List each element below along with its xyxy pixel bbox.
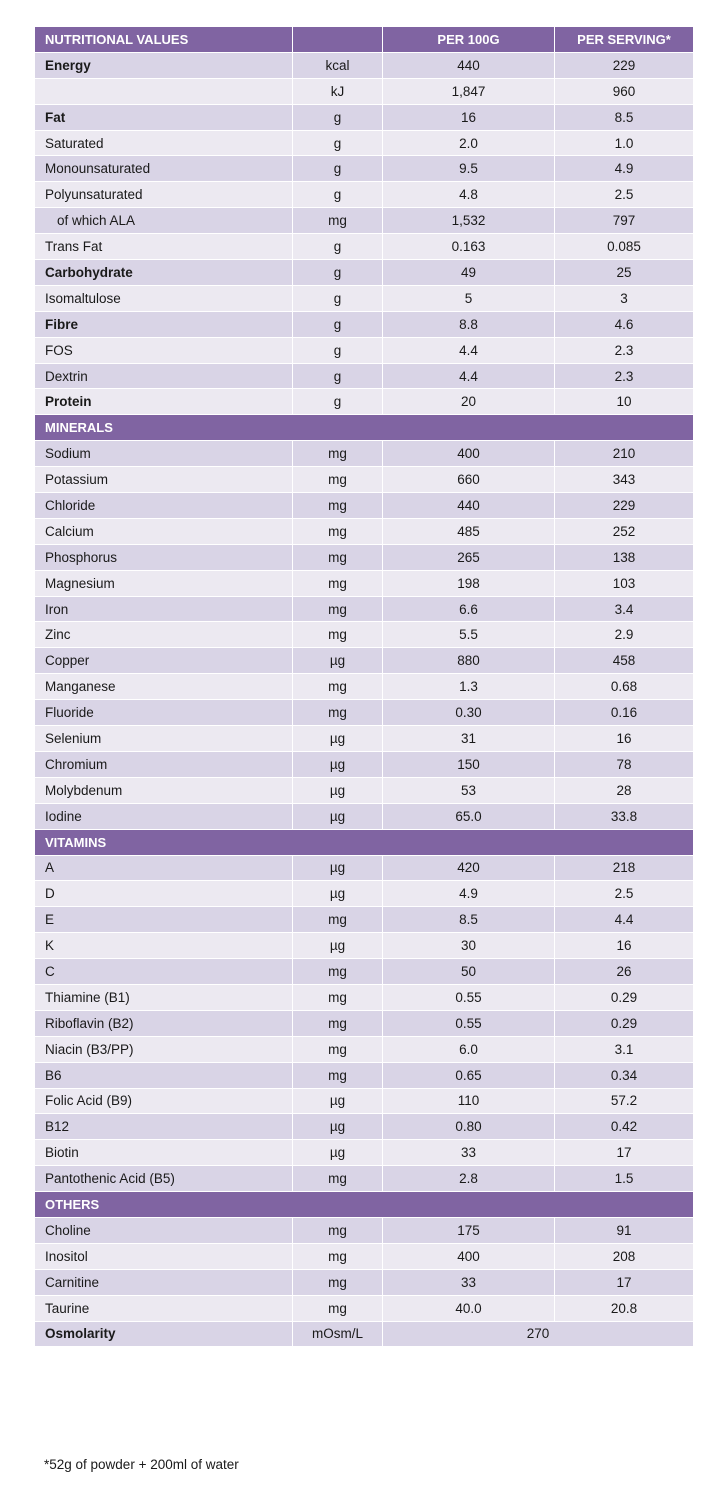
- nutrient-unit: g: [293, 389, 383, 415]
- nutrient-unit: mg: [293, 907, 383, 933]
- value-per-serving: 8.5: [555, 104, 694, 130]
- value-per-serving: 2.9: [555, 622, 694, 648]
- nutrient-name: Choline: [35, 1217, 293, 1243]
- value-per-100g: 6.0: [383, 1036, 555, 1062]
- value-per-100g: 30: [383, 933, 555, 959]
- value-per-serving: 0.16: [555, 700, 694, 726]
- nutrient-value: 270: [383, 1321, 694, 1347]
- nutrient-unit: mg: [293, 700, 383, 726]
- nutrition-table: [34, 26, 694, 1347]
- table-row: [35, 726, 694, 752]
- value-per-100g: 2.0: [383, 130, 555, 156]
- nutrient-unit: mg: [293, 1295, 383, 1321]
- value-per-100g: 8.8: [383, 311, 555, 337]
- value-per-100g: 110: [383, 1088, 555, 1114]
- nutrient-name: Potassium: [35, 467, 293, 493]
- value-per-100g: 1.3: [383, 674, 555, 700]
- value-per-serving: 16: [555, 726, 694, 752]
- nutrient-name: Taurine: [35, 1295, 293, 1321]
- value-per-serving: 2.5: [555, 881, 694, 907]
- nutrient-unit: g: [293, 337, 383, 363]
- value-per-100g: 880: [383, 648, 555, 674]
- nutrient-name: Osmolarity: [35, 1321, 293, 1347]
- nutrient-name: B6: [35, 1062, 293, 1088]
- nutrient-name: Copper: [35, 648, 293, 674]
- value-per-serving: 0.29: [555, 984, 694, 1010]
- table-row: [35, 1140, 694, 1166]
- nutrient-unit: mg: [293, 1243, 383, 1269]
- table-row: [35, 959, 694, 985]
- value-per-100g: 53: [383, 777, 555, 803]
- value-per-serving: 458: [555, 648, 694, 674]
- value-per-serving: 3: [555, 285, 694, 311]
- value-per-100g: 175: [383, 1217, 555, 1243]
- table-row: [35, 208, 694, 234]
- table-row: [35, 907, 694, 933]
- nutrient-name: Thiamine (B1): [35, 984, 293, 1010]
- value-per-serving: 17: [555, 1140, 694, 1166]
- nutrient-unit: mg: [293, 467, 383, 493]
- nutrient-unit: µg: [293, 1088, 383, 1114]
- value-per-serving: 343: [555, 467, 694, 493]
- nutrient-unit: mg: [293, 1166, 383, 1192]
- value-per-serving: 229: [555, 493, 694, 519]
- value-per-serving: 252: [555, 518, 694, 544]
- nutrient-unit: µg: [293, 648, 383, 674]
- value-per-100g: 33: [383, 1140, 555, 1166]
- nutrient-unit: mg: [293, 1269, 383, 1295]
- nutrient-name: C: [35, 959, 293, 985]
- nutrient-name: Iron: [35, 596, 293, 622]
- table-row: [35, 777, 694, 803]
- nutrient-name: Magnesium: [35, 570, 293, 596]
- value-per-serving: 25: [555, 260, 694, 286]
- value-per-100g: 400: [383, 1243, 555, 1269]
- table-row: [35, 285, 694, 311]
- value-per-serving: 797: [555, 208, 694, 234]
- value-per-100g: 198: [383, 570, 555, 596]
- value-per-100g: 0.55: [383, 1010, 555, 1036]
- table-row: [35, 311, 694, 337]
- value-per-100g: 2.8: [383, 1166, 555, 1192]
- nutrient-unit: µg: [293, 1140, 383, 1166]
- value-per-serving: 1.0: [555, 130, 694, 156]
- nutrient-unit: µg: [293, 855, 383, 881]
- table-row: [35, 441, 694, 467]
- nutrient-name: Inositol: [35, 1243, 293, 1269]
- value-per-serving: 17: [555, 1269, 694, 1295]
- value-per-100g: 31: [383, 726, 555, 752]
- header-per-serving: PER SERVING*: [555, 27, 694, 53]
- table-row: [35, 700, 694, 726]
- nutrient-unit: mg: [293, 596, 383, 622]
- value-per-100g: 0.30: [383, 700, 555, 726]
- value-per-serving: 4.6: [555, 311, 694, 337]
- value-per-100g: 4.8: [383, 182, 555, 208]
- nutrient-name: Carnitine: [35, 1269, 293, 1295]
- table-row: [35, 1088, 694, 1114]
- nutrient-name: Saturated: [35, 130, 293, 156]
- value-per-100g: 4.4: [383, 363, 555, 389]
- nutrient-name: Isomaltulose: [35, 285, 293, 311]
- table-row: [35, 234, 694, 260]
- value-per-100g: 16: [383, 104, 555, 130]
- value-per-100g: 5: [383, 285, 555, 311]
- value-per-100g: 1,847: [383, 78, 555, 104]
- nutrient-unit: µg: [293, 726, 383, 752]
- header-unit: [293, 27, 383, 53]
- nutrient-name: Energy: [35, 52, 293, 78]
- table-row: [35, 389, 694, 415]
- value-per-serving: 0.29: [555, 1010, 694, 1036]
- nutrient-unit: mg: [293, 674, 383, 700]
- nutrient-unit: µg: [293, 803, 383, 829]
- nutrient-name: Fluoride: [35, 700, 293, 726]
- value-per-100g: 49: [383, 260, 555, 286]
- section-title: MINERALS: [35, 415, 694, 441]
- value-per-100g: 50: [383, 959, 555, 985]
- nutrient-name: Polyunsaturated: [35, 182, 293, 208]
- nutrient-name: Sodium: [35, 441, 293, 467]
- table-row: [35, 933, 694, 959]
- nutrient-name: E: [35, 907, 293, 933]
- value-per-100g: 20: [383, 389, 555, 415]
- value-per-100g: 65.0: [383, 803, 555, 829]
- nutrient-name: of which ALA: [35, 208, 293, 234]
- table-row: [35, 1217, 694, 1243]
- value-per-serving: 208: [555, 1243, 694, 1269]
- section-header-row: [35, 1192, 694, 1218]
- table-row: [35, 260, 694, 286]
- nutrient-name: Chromium: [35, 751, 293, 777]
- value-per-serving: 78: [555, 751, 694, 777]
- table-row: [35, 1321, 694, 1347]
- nutrient-name: Molybdenum: [35, 777, 293, 803]
- value-per-serving: 229: [555, 52, 694, 78]
- nutrient-name: Dextrin: [35, 363, 293, 389]
- nutrient-unit: mg: [293, 544, 383, 570]
- nutrient-unit: g: [293, 363, 383, 389]
- nutrient-name: Zinc: [35, 622, 293, 648]
- table-row: [35, 1036, 694, 1062]
- value-per-100g: 4.9: [383, 881, 555, 907]
- nutrient-unit: mg: [293, 1010, 383, 1036]
- value-per-serving: 0.42: [555, 1114, 694, 1140]
- value-per-100g: 40.0: [383, 1295, 555, 1321]
- nutrient-name: K: [35, 933, 293, 959]
- nutrient-unit: kcal: [293, 52, 383, 78]
- nutrient-name: Phosphorus: [35, 544, 293, 570]
- nutrient-name: Riboflavin (B2): [35, 1010, 293, 1036]
- nutrient-unit: mg: [293, 493, 383, 519]
- table-row: [35, 570, 694, 596]
- table-row: [35, 1010, 694, 1036]
- table-row: [35, 1114, 694, 1140]
- nutrient-unit: mg: [293, 1036, 383, 1062]
- table-row: [35, 674, 694, 700]
- value-per-serving: 0.68: [555, 674, 694, 700]
- header-per-100g: PER 100G: [383, 27, 555, 53]
- table-row: [35, 104, 694, 130]
- nutrient-name: B12: [35, 1114, 293, 1140]
- value-per-100g: 400: [383, 441, 555, 467]
- section-title: OTHERS: [35, 1192, 694, 1218]
- value-per-serving: 20.8: [555, 1295, 694, 1321]
- nutrient-name: Monounsaturated: [35, 156, 293, 182]
- value-per-serving: 0.34: [555, 1062, 694, 1088]
- value-per-serving: 10: [555, 389, 694, 415]
- nutrient-unit: µg: [293, 933, 383, 959]
- nutrient-name: Chloride: [35, 493, 293, 519]
- value-per-100g: 6.6: [383, 596, 555, 622]
- value-per-100g: 660: [383, 467, 555, 493]
- value-per-serving: 103: [555, 570, 694, 596]
- nutrient-name: Trans Fat: [35, 234, 293, 260]
- nutrient-unit: g: [293, 130, 383, 156]
- table-row: [35, 622, 694, 648]
- nutrient-name: Niacin (B3/PP): [35, 1036, 293, 1062]
- table-row: [35, 1295, 694, 1321]
- section-header-row: [35, 829, 694, 855]
- value-per-100g: 9.5: [383, 156, 555, 182]
- value-per-serving: 57.2: [555, 1088, 694, 1114]
- nutrient-unit: mg: [293, 959, 383, 985]
- value-per-100g: 1,532: [383, 208, 555, 234]
- table-row: [35, 648, 694, 674]
- nutrient-name: FOS: [35, 337, 293, 363]
- nutrient-unit: µg: [293, 751, 383, 777]
- nutrient-unit: µg: [293, 881, 383, 907]
- nutrient-unit: g: [293, 104, 383, 130]
- section-title: VITAMINS: [35, 829, 694, 855]
- value-per-100g: 4.4: [383, 337, 555, 363]
- nutrient-unit: g: [293, 311, 383, 337]
- value-per-serving: 26: [555, 959, 694, 985]
- value-per-100g: 0.65: [383, 1062, 555, 1088]
- value-per-serving: 4.9: [555, 156, 694, 182]
- nutrient-name: Biotin: [35, 1140, 293, 1166]
- table-row: [35, 544, 694, 570]
- nutrient-unit: mOsm/L: [293, 1321, 383, 1347]
- value-per-100g: 440: [383, 52, 555, 78]
- value-per-serving: 2.5: [555, 182, 694, 208]
- table-row: [35, 337, 694, 363]
- table-row: [35, 1269, 694, 1295]
- value-per-serving: 4.4: [555, 907, 694, 933]
- value-per-100g: 0.80: [383, 1114, 555, 1140]
- value-per-serving: 960: [555, 78, 694, 104]
- table-row: [35, 1243, 694, 1269]
- nutrient-unit: mg: [293, 441, 383, 467]
- nutrient-name: Folic Acid (B9): [35, 1088, 293, 1114]
- value-per-100g: 485: [383, 518, 555, 544]
- value-per-serving: 3.4: [555, 596, 694, 622]
- table-row: [35, 1166, 694, 1192]
- value-per-serving: 2.3: [555, 337, 694, 363]
- nutrient-unit: mg: [293, 570, 383, 596]
- nutrient-unit: g: [293, 234, 383, 260]
- table-row: [35, 984, 694, 1010]
- section-header-row: [35, 415, 694, 441]
- table-header-row: [35, 27, 694, 53]
- nutrient-unit: mg: [293, 622, 383, 648]
- table-row: [35, 130, 694, 156]
- nutrient-name: [35, 78, 293, 104]
- nutrient-unit: g: [293, 260, 383, 286]
- nutrient-unit: kJ: [293, 78, 383, 104]
- nutrient-name: Pantothenic Acid (B5): [35, 1166, 293, 1192]
- value-per-serving: 138: [555, 544, 694, 570]
- value-per-serving: 1.5: [555, 1166, 694, 1192]
- nutrient-unit: µg: [293, 1114, 383, 1140]
- value-per-serving: 218: [555, 855, 694, 881]
- nutrient-name: Selenium: [35, 726, 293, 752]
- serving-footnote: *52g of powder + 200ml of water: [44, 1457, 239, 1472]
- value-per-100g: 440: [383, 493, 555, 519]
- value-per-serving: 0.085: [555, 234, 694, 260]
- value-per-100g: 0.163: [383, 234, 555, 260]
- nutrient-unit: µg: [293, 777, 383, 803]
- nutrient-unit: mg: [293, 984, 383, 1010]
- table-row: [35, 596, 694, 622]
- nutrient-unit: g: [293, 285, 383, 311]
- table-row: [35, 52, 694, 78]
- table-row: [35, 751, 694, 777]
- value-per-100g: 33: [383, 1269, 555, 1295]
- value-per-serving: 3.1: [555, 1036, 694, 1062]
- nutrient-name: Protein: [35, 389, 293, 415]
- table-row: [35, 467, 694, 493]
- value-per-serving: 33.8: [555, 803, 694, 829]
- table-row: [35, 855, 694, 881]
- nutrient-name: D: [35, 881, 293, 907]
- value-per-100g: 265: [383, 544, 555, 570]
- nutrient-unit: mg: [293, 1062, 383, 1088]
- nutrient-unit: mg: [293, 1217, 383, 1243]
- table-row: [35, 363, 694, 389]
- value-per-serving: 210: [555, 441, 694, 467]
- value-per-100g: 150: [383, 751, 555, 777]
- value-per-serving: 91: [555, 1217, 694, 1243]
- value-per-serving: 16: [555, 933, 694, 959]
- header-nutritional-values: NUTRITIONAL VALUES: [35, 27, 293, 53]
- value-per-100g: 420: [383, 855, 555, 881]
- value-per-serving: 28: [555, 777, 694, 803]
- nutrition-table-body: [35, 27, 694, 1347]
- nutrient-name: A: [35, 855, 293, 881]
- nutrient-name: Fibre: [35, 311, 293, 337]
- table-row: [35, 518, 694, 544]
- nutrient-name: Calcium: [35, 518, 293, 544]
- value-per-serving: 2.3: [555, 363, 694, 389]
- nutrient-unit: mg: [293, 518, 383, 544]
- table-row: [35, 803, 694, 829]
- table-row: [35, 493, 694, 519]
- value-per-100g: 0.55: [383, 984, 555, 1010]
- table-row: [35, 78, 694, 104]
- value-per-100g: 8.5: [383, 907, 555, 933]
- nutrient-name: Manganese: [35, 674, 293, 700]
- nutrient-name: Fat: [35, 104, 293, 130]
- table-row: [35, 182, 694, 208]
- table-row: [35, 1062, 694, 1088]
- table-row: [35, 156, 694, 182]
- nutrient-unit: mg: [293, 208, 383, 234]
- nutrient-unit: g: [293, 182, 383, 208]
- table-row: [35, 881, 694, 907]
- nutrient-unit: g: [293, 156, 383, 182]
- value-per-100g: 5.5: [383, 622, 555, 648]
- nutrient-name: Iodine: [35, 803, 293, 829]
- nutrient-name: Carbohydrate: [35, 260, 293, 286]
